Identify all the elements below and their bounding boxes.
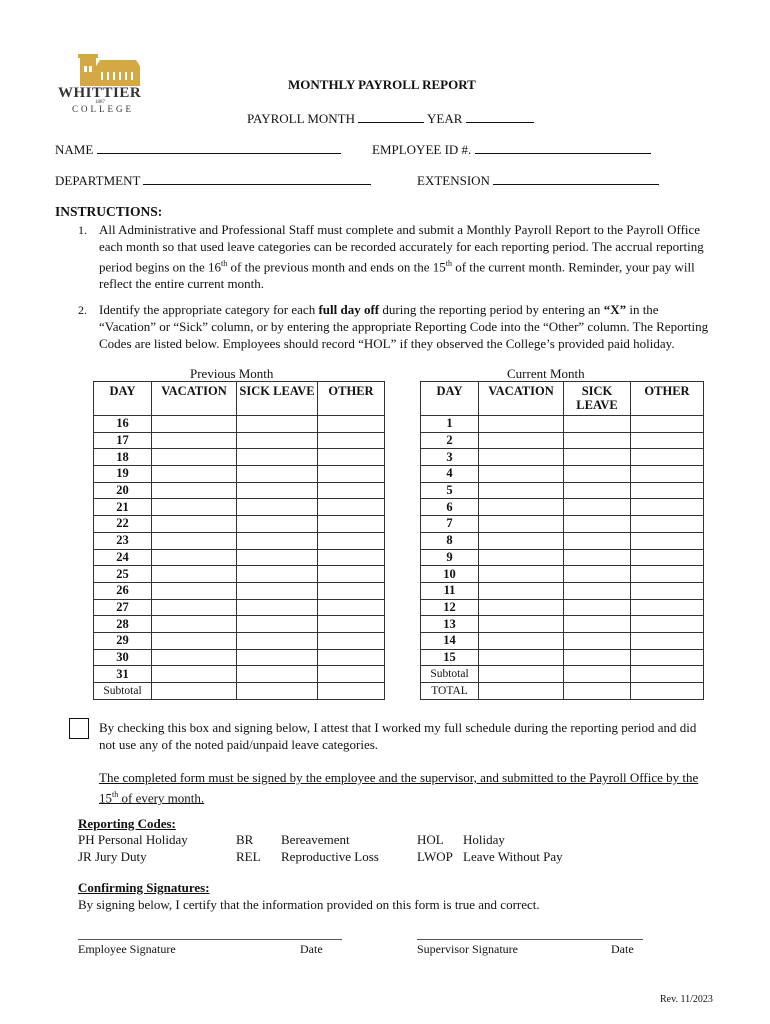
signatures-statement: By signing below, I certify that the information provided on this form is true and correct. — [78, 897, 540, 912]
vacation-cell[interactable] — [152, 466, 237, 483]
code-ph-label: Personal Holiday — [97, 832, 188, 847]
day-cell: 16 — [94, 416, 152, 433]
table-row — [421, 466, 704, 483]
instruction-2 — [99, 301, 709, 352]
other-header: OTHER — [318, 382, 385, 416]
other-cell[interactable] — [631, 499, 704, 516]
other-cell[interactable] — [318, 549, 385, 566]
other-cell[interactable] — [631, 432, 704, 449]
vacation-cell[interactable] — [479, 616, 564, 633]
table-row — [94, 566, 385, 583]
table-row — [421, 566, 704, 583]
sick-leave-header: SICK LEAVE — [564, 382, 631, 416]
day-cell: 27 — [94, 599, 152, 616]
code-hol-abbr: HOL — [417, 832, 444, 847]
day-cell: 29 — [94, 632, 152, 649]
sick-leave-cell[interactable] — [564, 649, 631, 666]
supervisor-signature-label: Supervisor Signature — [417, 942, 518, 956]
sick-leave-cell[interactable] — [564, 416, 631, 433]
other-cell[interactable] — [318, 499, 385, 516]
sick-leave-cell[interactable] — [237, 649, 318, 666]
vacation-cell[interactable] — [479, 532, 564, 549]
deadline-sup: th — [112, 790, 119, 799]
sick-leave-cell[interactable] — [237, 666, 318, 683]
instruction-2-text-c: in the “Vacation” or “Sick” column, or by entering the appropriate Reporting Code into the “Other” column. The Reporting Codes are listed below. Employees should record “HOL” if they observed the College’s provided paid holiday. — [99, 302, 709, 351]
sick-leave-cell[interactable] — [237, 599, 318, 616]
employee-id-row — [372, 142, 651, 158]
vacation-cell[interactable] — [152, 416, 237, 433]
other-cell[interactable] — [318, 616, 385, 633]
sick-leave-cell[interactable] — [237, 466, 318, 483]
day-cell: 24 — [94, 549, 152, 566]
employee-signature-label: Employee Signature — [78, 942, 176, 956]
current-month-label: Current Month — [507, 366, 585, 381]
table-row — [94, 432, 385, 449]
vacation-cell[interactable] — [479, 549, 564, 566]
supervisor-signature-line[interactable] — [417, 939, 643, 940]
sick-leave-cell[interactable] — [237, 416, 318, 433]
vacation-cell[interactable] — [152, 566, 237, 583]
extension-label: EXTENSION — [417, 173, 490, 188]
table-row — [94, 416, 385, 433]
vacation-header: VACATION — [479, 382, 564, 416]
day-cell: 9 — [421, 549, 479, 566]
code-ph — [78, 832, 188, 848]
other-cell[interactable] — [318, 449, 385, 466]
vacation-cell[interactable] — [479, 432, 564, 449]
instruction-1-text-a: All Administrative and Professional Staff must complete and submit a Monthly Payroll Report to the Payroll Office each month so that used leave categories can be recorded accurately for each reporting period. The accrual reporting period begins on the 16 — [99, 222, 704, 275]
department-label: DEPARTMENT — [55, 173, 141, 188]
sick-leave-cell[interactable] — [237, 482, 318, 499]
table-row — [421, 416, 704, 433]
year-label: YEAR — [427, 111, 463, 126]
other-cell[interactable] — [318, 599, 385, 616]
vacation-cell[interactable] — [479, 466, 564, 483]
sick-leave-cell[interactable] — [237, 582, 318, 599]
code-rel-label: Reproductive Loss — [281, 849, 379, 864]
other-cell[interactable] — [631, 449, 704, 466]
sick-leave-cell[interactable] — [564, 449, 631, 466]
code-ph-abbr: PH — [78, 832, 95, 847]
vacation-header: VACATION — [152, 382, 237, 416]
other-cell[interactable] — [631, 466, 704, 483]
vacation-cell[interactable] — [479, 632, 564, 649]
extension-row — [417, 173, 659, 189]
day-cell: 14 — [421, 632, 479, 649]
other-cell[interactable] — [631, 482, 704, 499]
day-cell: 17 — [94, 432, 152, 449]
table-row — [94, 532, 385, 549]
day-cell: 25 — [94, 566, 152, 583]
other-cell[interactable] — [631, 599, 704, 616]
table-row — [421, 549, 704, 566]
table-row — [94, 616, 385, 633]
sick-leave-cell[interactable] — [564, 482, 631, 499]
code-jr-abbr: JR — [78, 849, 92, 864]
vacation-cell[interactable] — [479, 482, 564, 499]
vacation-cell[interactable] — [479, 599, 564, 616]
day-cell: 6 — [421, 499, 479, 516]
signatures-heading: Confirming Signatures: — [78, 880, 210, 895]
table-row — [421, 516, 704, 533]
table-row — [94, 649, 385, 666]
vacation-cell[interactable] — [152, 549, 237, 566]
sick-leave-cell[interactable] — [564, 566, 631, 583]
day-cell: 11 — [421, 582, 479, 599]
table-row — [421, 616, 704, 633]
table-row — [421, 532, 704, 549]
instruction-number-2: 2. — [78, 303, 87, 317]
vacation-cell[interactable] — [479, 416, 564, 433]
day-cell: 10 — [421, 566, 479, 583]
table-row — [94, 516, 385, 533]
sick-leave-total-cell[interactable] — [237, 683, 318, 700]
sick-leave-total-cell[interactable] — [564, 683, 631, 700]
other-cell[interactable] — [318, 649, 385, 666]
table-row — [94, 666, 385, 683]
sick-leave-cell[interactable] — [237, 499, 318, 516]
previous-month-table — [93, 381, 385, 700]
table-row — [94, 599, 385, 616]
revision-label: Rev. 11/2023 — [660, 994, 713, 1005]
day-cell: 4 — [421, 466, 479, 483]
vacation-cell[interactable] — [152, 616, 237, 633]
employee-id-field[interactable] — [475, 142, 651, 154]
table-row — [421, 449, 704, 466]
day-cell: 2 — [421, 432, 479, 449]
table-row — [94, 499, 385, 516]
instruction-2-bold-1: full day off — [318, 302, 380, 317]
vacation-total-cell[interactable] — [479, 666, 564, 683]
table-row — [421, 432, 704, 449]
instruction-number-1: 1. — [78, 223, 87, 237]
vacation-cell[interactable] — [152, 599, 237, 616]
extension-field[interactable] — [493, 173, 659, 185]
other-cell[interactable] — [631, 416, 704, 433]
instruction-1-text-b: of the previous month and ends on the 15 — [227, 259, 446, 275]
instruction-2-text-b: during the reporting period by entering an — [379, 302, 604, 317]
vacation-cell[interactable] — [152, 432, 237, 449]
code-br-abbr: BR — [236, 832, 254, 847]
day-cell: 26 — [94, 582, 152, 599]
sick-leave-cell[interactable] — [237, 566, 318, 583]
sick-leave-cell[interactable] — [237, 549, 318, 566]
sick-leave-cell[interactable] — [564, 632, 631, 649]
other-cell[interactable] — [318, 566, 385, 583]
day-cell: 19 — [94, 466, 152, 483]
other-cell[interactable] — [318, 632, 385, 649]
instruction-1-sup-1: th — [221, 259, 228, 268]
sick-leave-header: SICK LEAVE — [237, 382, 318, 416]
table-row — [94, 482, 385, 499]
attest-checkbox[interactable] — [69, 718, 89, 739]
other-cell[interactable] — [318, 416, 385, 433]
code-br-label: Bereavement — [281, 832, 350, 847]
other-cell[interactable] — [318, 666, 385, 683]
table-row — [94, 449, 385, 466]
table-row — [421, 632, 704, 649]
day-cell: 30 — [94, 649, 152, 666]
table-row — [421, 599, 704, 616]
code-jr — [78, 849, 147, 865]
day-cell: 18 — [94, 449, 152, 466]
name-field[interactable] — [97, 142, 341, 154]
table-row — [94, 466, 385, 483]
current-month-table — [420, 381, 704, 700]
instruction-1-sup-2: th — [445, 259, 452, 268]
other-total-cell[interactable] — [631, 683, 704, 700]
sick-leave-cell[interactable] — [564, 549, 631, 566]
other-total-cell[interactable] — [318, 683, 385, 700]
vacation-cell[interactable] — [479, 449, 564, 466]
sick-leave-cell[interactable] — [564, 432, 631, 449]
vacation-cell[interactable] — [152, 532, 237, 549]
other-cell[interactable] — [631, 566, 704, 583]
other-cell[interactable] — [318, 482, 385, 499]
sick-leave-total-cell[interactable] — [564, 666, 631, 683]
vacation-cell[interactable] — [479, 499, 564, 516]
other-cell[interactable] — [631, 649, 704, 666]
logo-name-bottom: COLLEGE — [72, 104, 134, 114]
sick-leave-cell[interactable] — [564, 532, 631, 549]
day-cell: 28 — [94, 616, 152, 633]
day-cell: 22 — [94, 516, 152, 533]
subtotal-label: Subtotal — [94, 683, 152, 700]
code-rel-abbr: REL — [236, 849, 261, 864]
other-total-cell[interactable] — [631, 666, 704, 683]
header-row — [421, 382, 704, 416]
code-lwop-label: Leave Without Pay — [463, 849, 563, 864]
table-row — [94, 632, 385, 649]
payroll-month-label: PAYROLL MONTH — [247, 111, 355, 126]
table-row — [421, 499, 704, 516]
vacation-total-cell[interactable] — [479, 683, 564, 700]
sick-leave-cell[interactable] — [564, 599, 631, 616]
other-cell[interactable] — [631, 632, 704, 649]
deadline-text-a: The completed form must be signed by the employee and the supervisor, and submitted to the Payroll Office by the 15 — [99, 770, 699, 806]
vacation-cell[interactable] — [152, 632, 237, 649]
name-label: NAME — [55, 142, 94, 157]
day-cell: 8 — [421, 532, 479, 549]
day-cell: 5 — [421, 482, 479, 499]
other-header: OTHER — [631, 382, 704, 416]
instructions-heading: INSTRUCTIONS: — [55, 204, 163, 219]
sick-leave-cell[interactable] — [237, 616, 318, 633]
payroll-month-row — [247, 111, 534, 127]
employee-signature-line[interactable] — [78, 939, 342, 940]
day-cell: 3 — [421, 449, 479, 466]
other-cell[interactable] — [318, 466, 385, 483]
vacation-cell[interactable] — [152, 499, 237, 516]
instruction-1-text-c: of the current month. Reminder, your pay will reflect the entire current month. — [99, 259, 695, 292]
vacation-total-cell[interactable] — [152, 683, 237, 700]
day-cell: 15 — [421, 649, 479, 666]
supervisor-date-label: Date — [611, 942, 634, 956]
other-cell[interactable] — [631, 616, 704, 633]
day-cell: 13 — [421, 616, 479, 633]
employee-id-label: EMPLOYEE ID #. — [372, 142, 472, 157]
other-cell[interactable] — [631, 516, 704, 533]
logo-year: 1887 — [95, 100, 105, 105]
vacation-cell[interactable] — [152, 666, 237, 683]
sick-leave-cell[interactable] — [237, 532, 318, 549]
table-row — [94, 582, 385, 599]
name-row — [55, 142, 341, 158]
instruction-2-bold-2: “X” — [603, 302, 627, 317]
vacation-cell[interactable] — [479, 566, 564, 583]
vacation-cell[interactable] — [479, 582, 564, 599]
attest-text: By checking this box and signing below, I attest that I worked my full schedule during the reporting period and did not use any of the noted paid/unpaid leave categories. — [99, 720, 697, 752]
footer-row — [421, 666, 704, 683]
table-row — [421, 582, 704, 599]
sick-leave-cell[interactable] — [564, 616, 631, 633]
footer-row — [94, 683, 385, 700]
logo-name-top: WHITTIER — [58, 85, 142, 101]
day-header: DAY — [421, 382, 479, 416]
sick-leave-cell[interactable] — [237, 632, 318, 649]
other-cell[interactable] — [318, 516, 385, 533]
footer-row — [421, 683, 704, 700]
deadline-notice — [99, 769, 709, 806]
code-hol-label: Holiday — [463, 832, 505, 847]
sick-leave-cell[interactable] — [564, 582, 631, 599]
vacation-cell[interactable] — [152, 582, 237, 599]
sick-leave-cell[interactable] — [237, 432, 318, 449]
other-cell[interactable] — [631, 549, 704, 566]
day-cell: 20 — [94, 482, 152, 499]
year-field[interactable] — [466, 111, 534, 123]
day-cell: 31 — [94, 666, 152, 683]
page-title: MONTHLY PAYROLL REPORT — [288, 77, 476, 92]
day-cell: 23 — [94, 532, 152, 549]
header-row — [94, 382, 385, 416]
subtotal-label: Subtotal — [421, 666, 479, 683]
other-cell[interactable] — [318, 532, 385, 549]
day-cell: 1 — [421, 416, 479, 433]
other-cell[interactable] — [318, 432, 385, 449]
code-jr-label: Jury Duty — [94, 849, 147, 864]
deadline-text-b: of every month. — [118, 790, 205, 806]
employee-date-label: Date — [300, 942, 323, 956]
sick-leave-cell[interactable] — [564, 516, 631, 533]
sick-leave-cell[interactable] — [237, 516, 318, 533]
vacation-cell[interactable] — [152, 516, 237, 533]
payroll-month-field[interactable] — [358, 111, 424, 123]
department-row — [55, 173, 371, 189]
vacation-cell[interactable] — [152, 449, 237, 466]
day-cell: 7 — [421, 516, 479, 533]
previous-month-label: Previous Month — [190, 366, 274, 381]
sick-leave-cell[interactable] — [564, 499, 631, 516]
table-row — [421, 649, 704, 666]
reporting-codes-heading: Reporting Codes: — [78, 816, 176, 831]
day-header: DAY — [94, 382, 152, 416]
table-row — [94, 549, 385, 566]
other-cell[interactable] — [631, 582, 704, 599]
vacation-cell[interactable] — [479, 649, 564, 666]
table-row — [421, 482, 704, 499]
sick-leave-cell[interactable] — [564, 466, 631, 483]
day-cell: 12 — [421, 599, 479, 616]
sick-leave-cell[interactable] — [237, 449, 318, 466]
vacation-cell[interactable] — [479, 516, 564, 533]
code-lwop-abbr: LWOP — [417, 849, 453, 864]
instruction-1 — [99, 221, 709, 292]
total-label: TOTAL — [421, 683, 479, 700]
other-cell[interactable] — [318, 582, 385, 599]
department-field[interactable] — [143, 173, 371, 185]
vacation-cell[interactable] — [152, 649, 237, 666]
day-cell: 21 — [94, 499, 152, 516]
instruction-2-text-a: Identify the appropriate category for each — [99, 302, 319, 317]
other-cell[interactable] — [631, 532, 704, 549]
vacation-cell[interactable] — [152, 482, 237, 499]
